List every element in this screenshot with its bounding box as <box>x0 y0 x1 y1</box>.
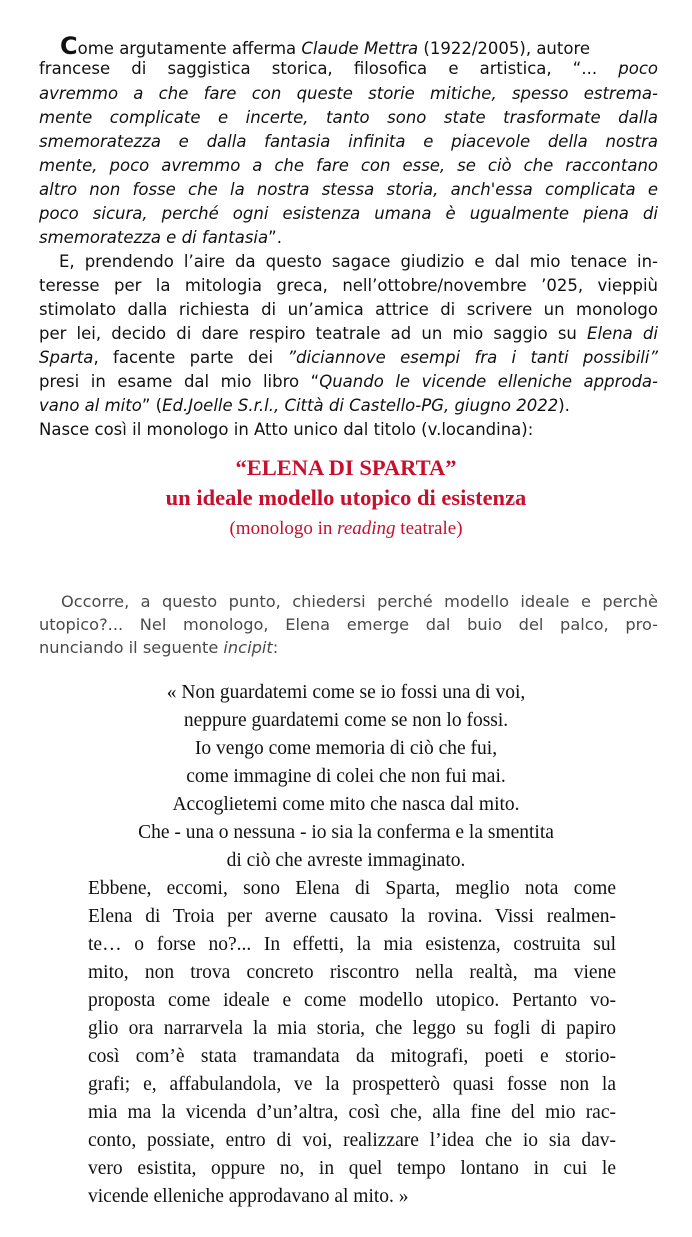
prose-line: grafi; e, affabulandola, ve la prospetterò quasi fosse non la <box>88 1074 616 1095</box>
intro-line: mente, poco avremmo a che fare con esse, se ciò che raccontano <box>39 156 658 175</box>
prose-line: vicende elleniche approdavano al mito. » <box>88 1186 409 1207</box>
drop-cap: C <box>60 32 78 60</box>
intro-line: mente complicate e incerte, tanto sono state trasformate dalla <box>39 108 658 127</box>
intro-line: francese di saggistica storica, filosofica e artistica, “... poco <box>39 59 658 78</box>
intro-line: smemoratezza e di fantasia”. <box>39 228 282 247</box>
transition-line: utopico?... Nel monologo, Elena emerge dal buio del palco, pro- <box>39 615 658 634</box>
intro-line: Sparta, facente parte dei ”diciannove esempi fra i tanti possibili” <box>39 348 658 367</box>
intro-line: altro non fosse che la nostra stessa storia, anch'essa complicata e <box>39 180 658 199</box>
poem-line: Io vengo come memoria di ciò che fui, <box>194 738 498 759</box>
intro-line: Come argutamente afferma Claude Mettra (1922/2005), autore <box>60 32 591 60</box>
prose-line: te… o forse no?... In effetti, la mia esistenza, costruita sul <box>88 934 616 955</box>
intro-line: stimolato dalla richiesta di un’amica attrice di scrivere un monologo <box>39 300 658 319</box>
prose-line: Ebbene, eccomi, sono Elena di Sparta, meglio nota come <box>88 878 616 899</box>
play-note: (monologo in reading teatrale) <box>229 518 463 539</box>
poem-line: di ciò che avreste immaginato. <box>226 850 466 871</box>
play-title: “ELENA DI SPARTA” <box>235 455 457 480</box>
intro-line: poco sicura, perché ogni esistenza umana è ugualmente piena di <box>39 204 658 223</box>
intro-line: Nasce così il monologo in Atto unico dal titolo (v.locandina): <box>39 420 534 439</box>
prose-line: vero esistita, oppure no, in quel tempo lontano in cui le <box>88 1158 616 1179</box>
poem-line: Che - una o nessuna - io sia la conferma e la smentita <box>138 822 554 843</box>
intro-line: E, prendendo l’aire da questo sagace giudizio e dal mio tenace in- <box>59 252 658 271</box>
play-subtitle: un ideale modello utopico di esistenza <box>165 485 527 510</box>
prose-line: glio ora narrarvela la mia storia, che leggo su fogli di papiro <box>88 1018 616 1039</box>
intro-line: per lei, decido di dare respiro teatrale ad un mio saggio su Elena di <box>39 324 658 343</box>
prose-line: proposta come ideale e come modello utopico. Pertanto vo- <box>88 990 616 1011</box>
transition-line: nunciando il seguente incipit: <box>39 638 279 657</box>
transition-line: Occorre, a questo punto, chiedersi perché modello ideale e perchè <box>61 592 658 611</box>
intro-line: vano al mito” (Ed.Joelle S.r.l., Città di Castello-PG, giugno 2022). <box>39 396 570 415</box>
prose-line: mito, non trova concreto riscontro nella realtà, ma viene <box>88 962 616 983</box>
poem-line: « Non guardatemi come se io fossi una di voi, <box>166 682 526 703</box>
prose-line: mia ma la vicenda d’un’altra, così che, alla fine del mio rac- <box>88 1102 616 1123</box>
intro-line: smemoratezza e dalla fantasia infinita e piacevole della nostra <box>39 132 658 151</box>
intro-line: avremmo a che fare con queste storie mitiche, spesso estrema- <box>39 84 658 103</box>
prose-line: conto, possiate, entro di voi, realizzare l’idea che io sia dav- <box>88 1130 616 1151</box>
intro-line: presi in esame dal mio libro “Quando le vicende elleniche approda- <box>39 372 658 391</box>
poem-line: come immagine di colei che non fui mai. <box>186 766 506 787</box>
poem-line: Accoglietemi come mito che nasca dal mito. <box>172 794 520 815</box>
poem-line: neppure guardatemi come se non lo fossi. <box>183 710 509 731</box>
prose-line: così com’è stata tramandata da mitografi, poeti e storio- <box>88 1046 616 1067</box>
prose-line: Elena di Troia per averne causato la rovina. Vissi realmen- <box>88 906 616 927</box>
intro-line: teresse per la mitologia greca, nell’ottobre/novembre ’025, vieppiù <box>39 276 658 295</box>
